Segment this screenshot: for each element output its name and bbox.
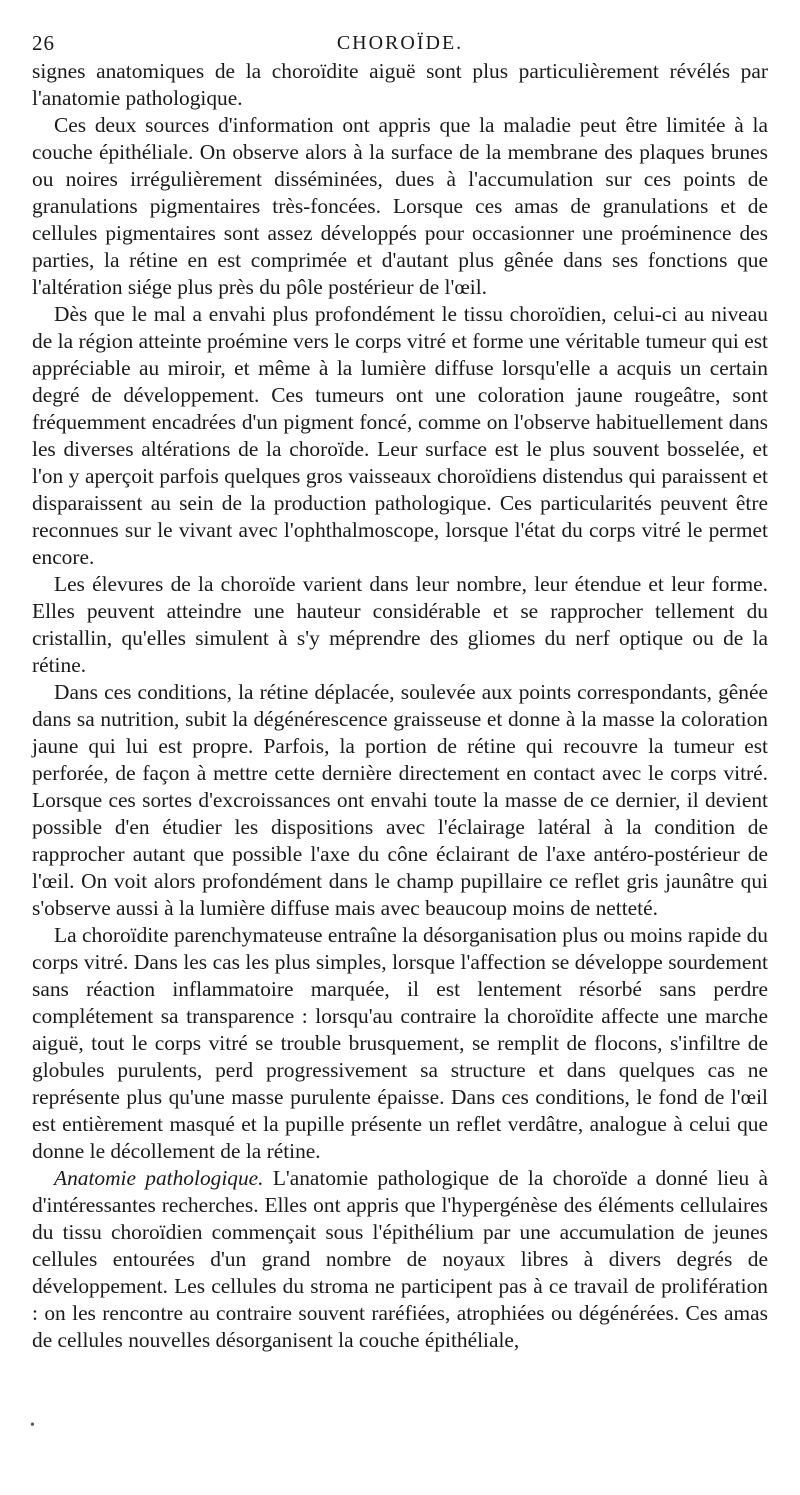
page-number: 26 — [32, 31, 55, 55]
section-lead-italic: Anatomie pathologique. — [54, 1166, 264, 1190]
page-header — [32, 28, 768, 58]
paragraph-continuation — [32, 58, 768, 112]
paragraph-text: Dès que le mal a envahi plus profondément le tissu choroïdien, celui-ci au niveau de la région atteinte proémine vers le corps vitré et forme une véritable tumeur qui est appréciable au miroir, et même à la lumière diffuse lorsqu'elle a acquis un certain degré de développement. Ces tumeurs ont une coloration jaune rougeâtre, sont fréquemment encadrées d'un pigment foncé, comme on l'observe habituellement dans les diverses altérations de la choroïde. Leur surface est le plus souvent bosselée, et l'on y aperçoit parfois quelques gros vaisseaux choroïdiens distendus qui paraissent et disparaissent au sein de la production pathologique. Ces particularités peuvent être reconnues sur le vivant avec l'ophthalmoscope, lorsque l'état du corps vitré le permet encore. — [32, 302, 768, 569]
paragraph-anatomie — [32, 1165, 768, 1354]
paragraph — [32, 679, 768, 922]
paragraph — [32, 301, 768, 571]
paragraph-text: Les élevures de la choroïde varient dans leur nombre, leur étendue et leur forme. Elles peuvent atteindre une hauteur considérable et se rapprocher tellement du cristallin, qu'elles simulent à s'y méprendre des gliomes du nerf optique ou de la rétine. — [32, 572, 768, 677]
book-page — [32, 28, 768, 1354]
paragraph — [32, 571, 768, 679]
paragraph — [32, 112, 768, 301]
footer-mark: • — [30, 1418, 35, 1433]
paragraph-text: L'anatomie pathologique de la choroïde a donné lieu à d'intéressantes recherches. Elles ont appris que l'hypergénèse des éléments cellulaires du tissu choroïdien commençait sous l'épithélium par une accumulation de jeunes cellules entourées d'un grand nombre de noyaux libres à divers degrés de développement. Les cellules du stroma ne participent pas à ce travail de prolifération : on les rencontre au contraire souvent raréfiées, atrophiées ou dégénérées. Ces amas de cellules nouvelles désorganisent la couche épithéliale, — [32, 1166, 768, 1352]
body-text — [32, 58, 768, 1354]
paragraph-text: Dans ces conditions, la rétine déplacée, soulevée aux points correspondants, gênée dans sa nutrition, subit la dégénérescence graisseuse et donne à la masse la coloration jaune qui lui est propre. Parfois, la portion de rétine qui recouvre la tumeur est perforée, de façon à mettre cette dernière directement en contact avec le corps vitré. Lorsque ces sortes d'excroissances ont envahi toute la masse de ce dernier, il devient possible d'en étudier les dispositions avec l'éclairage latéral à la condition de rapprocher autant que possible l'axe du cône éclairant de l'axe antéro-postérieur de l'œil. On voit alors profondément dans le champ pupillaire ce reflet gris jaunâtre qui s'observe aussi à la lumière diffuse mais avec beaucoup moins de netteté. — [32, 680, 768, 920]
paragraph-text: signes anatomiques de la choroïdite aiguë sont plus particulièrement révélés par l'anatomie pathologique. — [32, 59, 768, 110]
running-title: CHOROÏDE. — [336, 32, 464, 54]
paragraph — [32, 922, 768, 1165]
paragraph-text: Ces deux sources d'information ont appris que la maladie peut être limitée à la couche épithéliale. On observe alors à la surface de la membrane des plaques brunes ou noires irrégulièrement disséminées, dues à l'accumulation sur ces points de granulations pigmentaires très-foncées. Lorsque ces amas de granulations et de cellules pigmentaires sont assez développés pour occasionner une proéminence des parties, la rétine en est comprimée et d'autant plus gênée dans ses fonctions que l'altération siége plus près du pôle postérieur de l'œil. — [32, 113, 768, 299]
paragraph-text: La choroïdite parenchymateuse entraîne la désorganisation plus ou moins rapide du corps vitré. Dans les cas les plus simples, lorsque l'affection se développe sourdement sans réaction inflammatoire marquée, il est lentement résorbé sans perdre complétement sa transparence : lorsqu'au contraire la choroïdite affecte une marche aiguë, tout le corps vitré se trouble brusquement, se remplit de flocons, s'infiltre de globules purulents, perd progressivement sa structure et dans quelques cas ne représente plus qu'une masse purulente épaisse. Dans ces conditions, le fond de l'œil est entièrement masqué et la pupille présente un reflet verdâtre, analogue à celui que donne le décollement de la rétine. — [32, 923, 768, 1163]
